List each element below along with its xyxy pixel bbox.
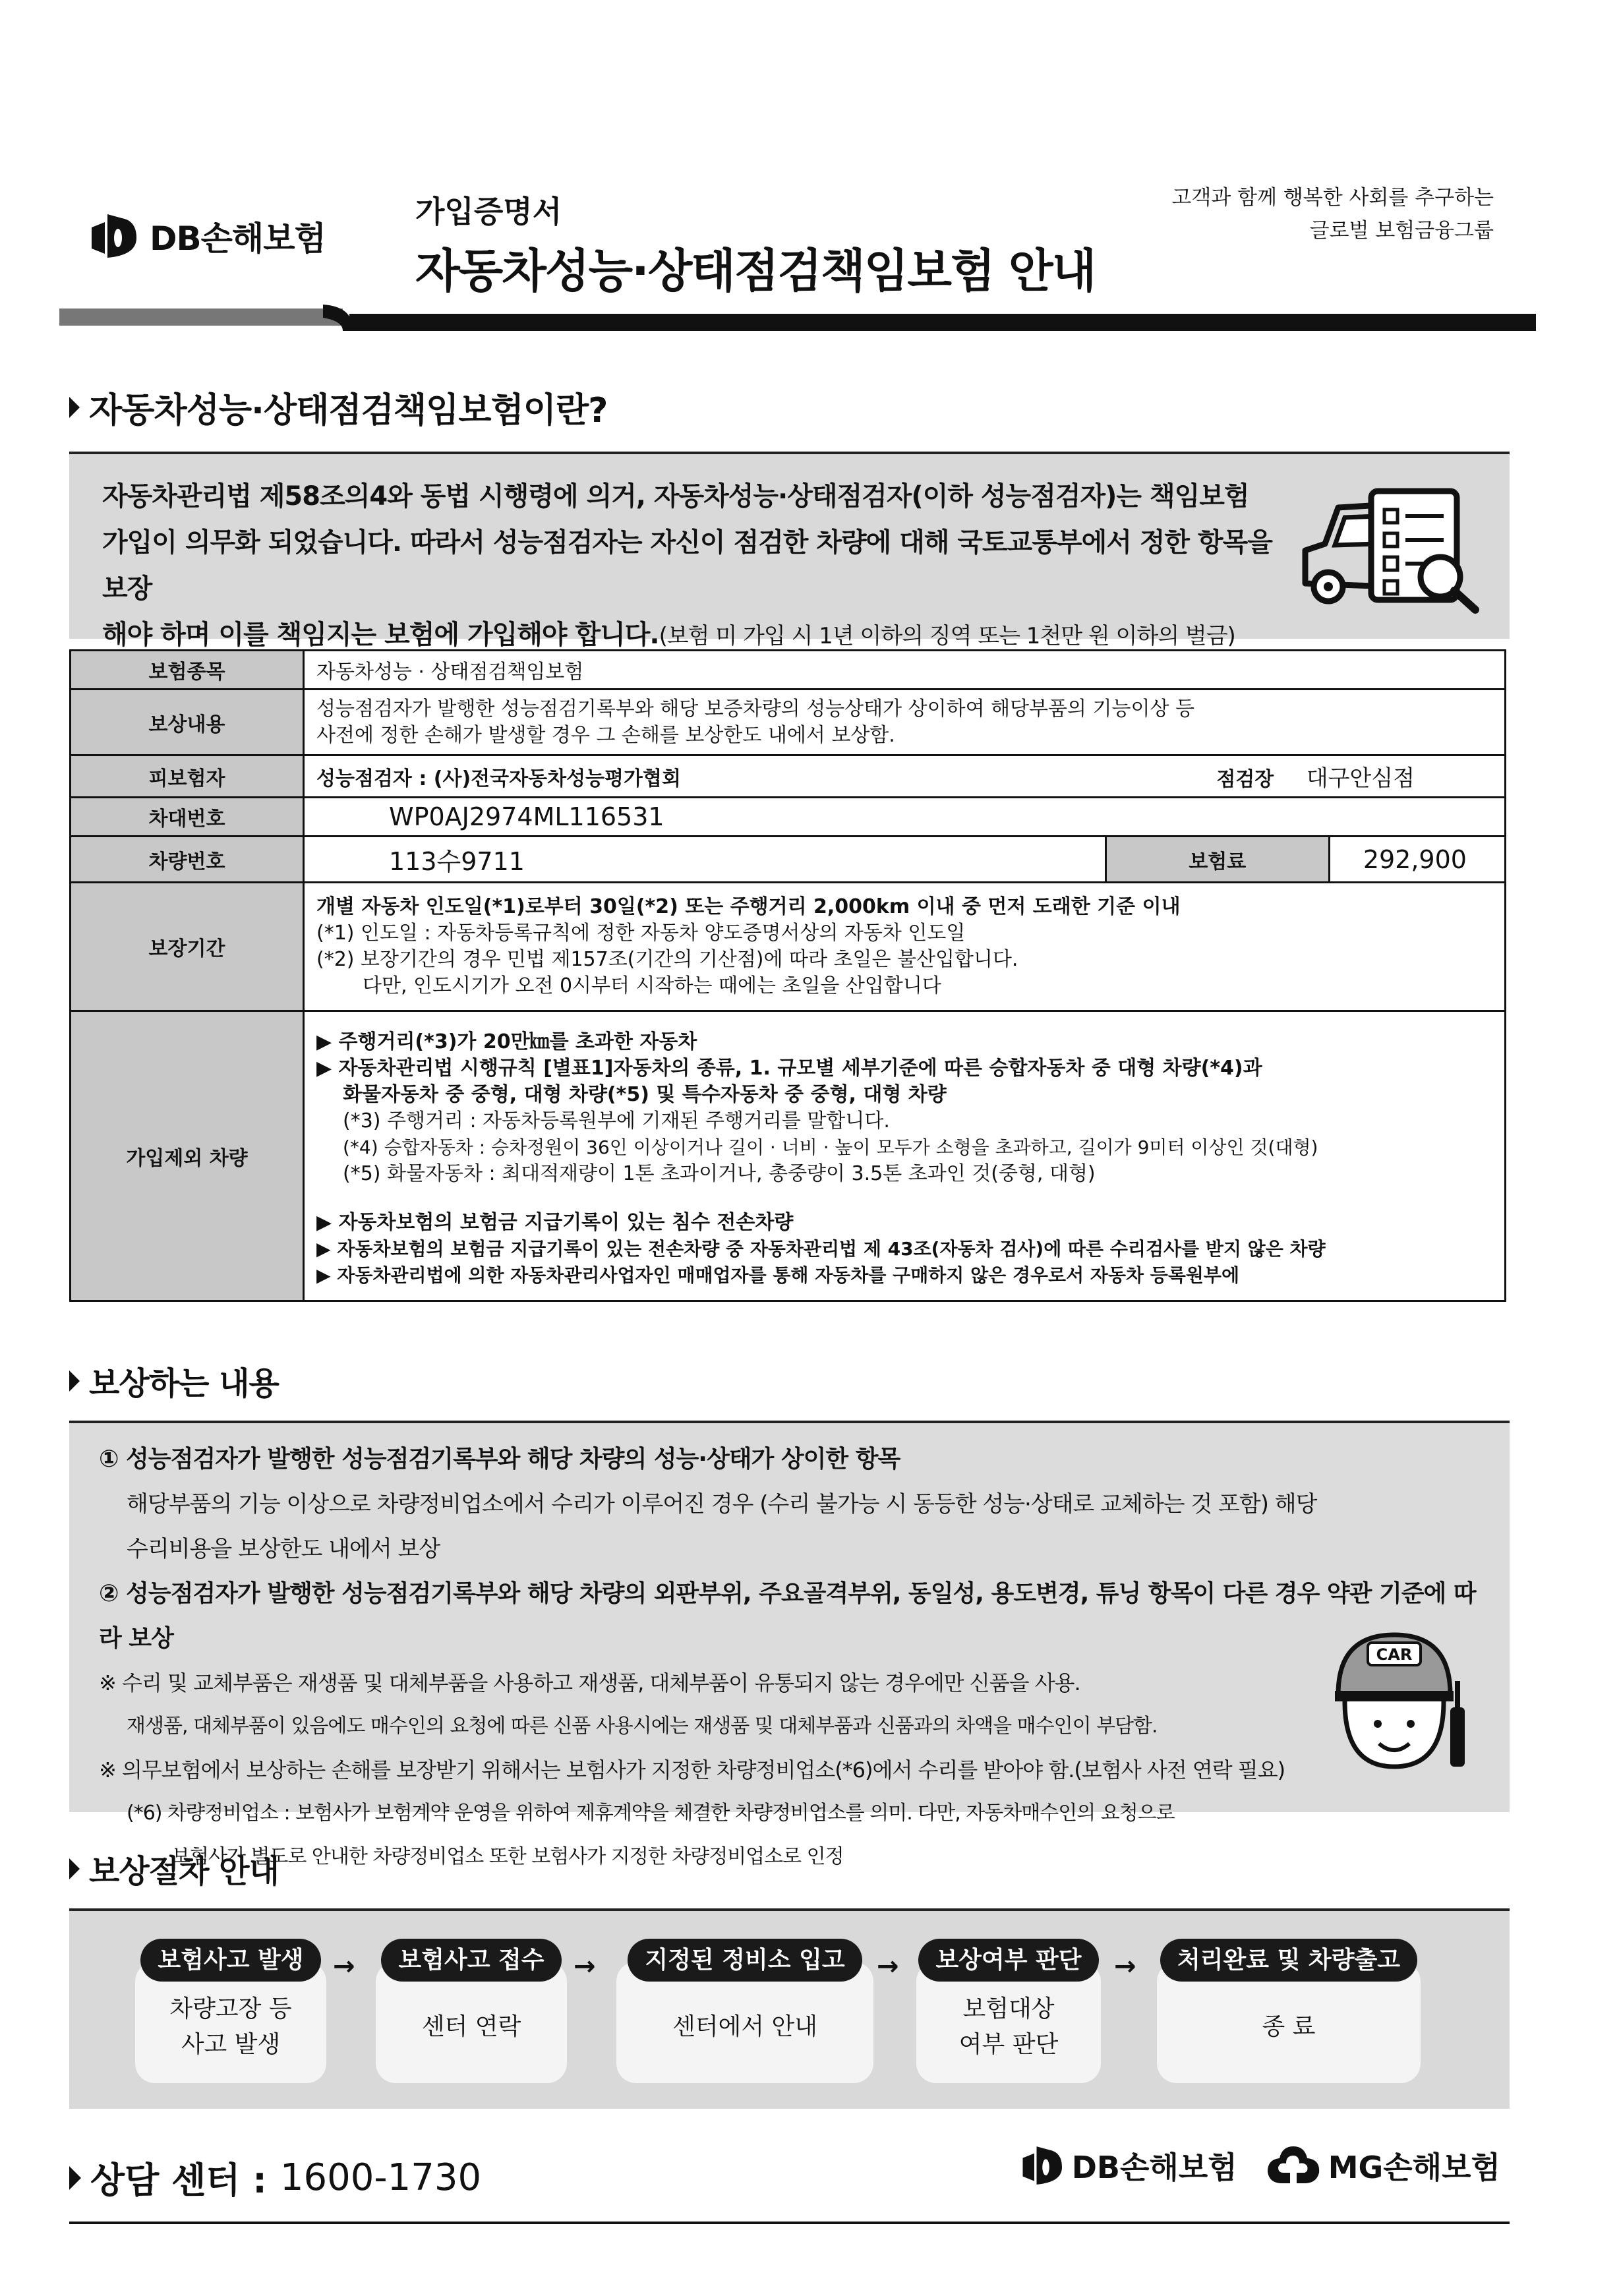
- table-row: [71, 837, 1506, 883]
- vin-value: [304, 798, 1506, 837]
- step-arrow-icon: →: [574, 1951, 596, 1982]
- compensation-text: [99, 1437, 1490, 1879]
- slogan: [1171, 181, 1494, 247]
- comp-item-1-line-2: 해당부품의 기능 이상으로 차량정비업소에서 수리가 이루어진 경우 (수리 불가능 시 동등한 성능·상태로 교체하는 것 포함) 해당: [127, 1491, 1317, 1517]
- excluded-item-3: ▶ 자동차보험의 보험금 지급기록이 있는 침수 전손차량: [316, 1210, 794, 1234]
- vin-label: 차대번호: [71, 798, 304, 837]
- compensation-heading: [69, 1358, 279, 1403]
- plate-label: 차량번호: [71, 837, 304, 883]
- brand-name: DB손해보험: [150, 220, 326, 258]
- period-value: [304, 883, 1506, 1011]
- step-arrow-icon: →: [1114, 1951, 1136, 1982]
- procedure-heading: [69, 1846, 279, 1891]
- slogan-line-2: 글로벌 보험금융그룹: [1309, 219, 1494, 243]
- heading-bullet-icon: [69, 2166, 81, 2190]
- mg-logo-icon: [1264, 2142, 1323, 2189]
- premium-value: 292,900: [1329, 837, 1505, 883]
- procedure-step-4: [916, 1941, 1101, 2083]
- intro-line-2: 가입이 의무화 되었습니다. 따라서 성능점검자는 자신이 점검한 차량에 대해 국토교통부에서 정한 항목을 보장: [102, 527, 1272, 604]
- excluded-item-4: ▶ 자동차보험의 보험금 지급기록이 있는 전손차량 중 자동차관리법 제 43조(자동차 검사)에 따른 수리검사를 받지 않은 차량: [316, 1237, 1326, 1260]
- step-title: 처리완료 및 차량출고: [1160, 1939, 1417, 1982]
- excluded-note-3: (*3) 주행거리 : 자동차등록원부에 기재된 주행거리를 말합니다.: [343, 1109, 890, 1133]
- doc-title: 자동차성능·상태점검책임보험 안내: [415, 244, 1096, 298]
- heading-bullet-icon: [69, 1858, 80, 1879]
- step-desc-line-1: 종 료: [1262, 2013, 1316, 2040]
- step-desc-line-1: 차량고장 등: [169, 1995, 292, 2022]
- period-label: 보장기간: [71, 883, 304, 1011]
- mechanic-mascot-icon: [1325, 1622, 1477, 1780]
- mg-footer-logo: [1264, 2142, 1500, 2189]
- comp-note-2-line-2: (*6) 차량정비업소 : 보험사가 보험계약 운영을 위하여 제휴계약을 체결한 차량정비업소를 의미. 다만, 자동차매수인의 요청으로: [127, 1802, 1175, 1825]
- table-row: [71, 798, 1506, 837]
- footer-rule: [69, 2222, 1510, 2224]
- footer-logos: [1020, 2142, 1500, 2189]
- intro-penalty-note: (보험 미 가입 시 1년 이하의 징역 또는 1천만 원 이하의 벌금): [659, 623, 1235, 649]
- step-desc-line-2: 사고 발생: [181, 2031, 281, 2058]
- db-footer-logo: [1020, 2144, 1237, 2187]
- excluded-item-1: ▶ 주행거리(*3)가 20만㎞를 초과한 자동차: [316, 1030, 697, 1053]
- mascot-cap-text: CAR: [1376, 1645, 1413, 1664]
- intro-line-3-text: 해야 하며 이를 책임지는 보험에 가입해야 합니다.: [102, 620, 659, 650]
- step-title: 보험사고 접수: [381, 1939, 561, 1982]
- heading-bullet-icon: [69, 1370, 80, 1392]
- procedure-heading-text: 보상절차 안내: [89, 1853, 279, 1890]
- step-arrow-icon: →: [333, 1951, 355, 1982]
- comp-note-2: ※ 의무보험에서 보상하는 손해를 보장받기 위해서는 보험사가 지정한 차량정비업소(*6)에서 수리를 받아야 함.(보험사 사전 연락 필요): [99, 1757, 1285, 1782]
- hotline-label: 상담 센터 :: [90, 2160, 267, 2201]
- comp-note-2-line-3: 보험사가 별도로 안내한 차량정비업소 또한 보험사가 지정한 차량정비업소로 인정: [171, 1845, 844, 1868]
- intro-line-1: 자동차관리법 제58조의4와 동법 시행령에 의거, 자동차성능·상태점검자(이하 성능점검자)는 책임보험: [102, 481, 1249, 512]
- vin-value-text: WP0AJ2974ML116531: [389, 802, 664, 831]
- excluded-item-5: ▶ 자동차관리법에 의한 자동차관리사업자인 매매업자를 통해 자동차를 구매하지 않은 경우로서 자동차 등록원부에: [316, 1264, 1240, 1286]
- comp-item-1: ① 성능점검자가 발행한 성능점검기록부와 해당 차량의 성능·상태가 상이한 항목: [99, 1446, 900, 1473]
- procedure-step-1: [135, 1941, 326, 2083]
- insured-value: 성능점검자 : (사)전국자동차성능평가협회: [304, 755, 1106, 798]
- plate-value: [304, 837, 1106, 883]
- excluded-note-5: (*5) 화물자동차 : 최대적재량이 1톤 초과이거나, 총중량이 3.5톤 초과인 것(중형, 대형): [343, 1162, 1096, 1185]
- table-row: [71, 755, 1506, 798]
- excluded-item-2: ▶ 자동차관리법 시행규칙 [별표1]자동차의 종류, 1. 규모별 세부기준에 따른 승합자동차 중 대형 차량(*4)과: [316, 1056, 1262, 1080]
- hotline-number: 1600-1730: [280, 2156, 482, 2199]
- info-table: [69, 649, 1506, 1302]
- step-title: 보험사고 발생: [140, 1939, 320, 1982]
- period-main: 개별 자동차 인도일(*1)로부터 30일(*2) 또는 주행거리 2,000km 이내 중 먼저 도래한 기준 이내: [316, 895, 1181, 918]
- premium-label: 보험료: [1105, 837, 1329, 883]
- step-desc-line-1: 보험대상: [962, 1995, 1055, 2022]
- comp-note-1-line-2: 재생품, 대체부품이 있음에도 매수인의 요청에 따른 신품 사용시에는 재생품 및 대체부품과 신품과의 차액을 매수인이 부담함.: [127, 1715, 1158, 1738]
- procedure-step-2: [376, 1941, 567, 2083]
- table-row: [71, 1011, 1506, 1301]
- procedure-step-5: [1157, 1941, 1421, 2083]
- period-note-3: 다만, 인도시기가 오전 0시부터 시작하는 때에는 초일을 산입합니다: [363, 974, 941, 997]
- step-arrow-icon: →: [877, 1951, 899, 1982]
- step-desc-line-1: 센터 연락: [421, 2013, 521, 2040]
- intro-text: [102, 473, 1289, 659]
- coverage-value: [304, 690, 1506, 755]
- table-row: [71, 883, 1506, 1011]
- station-cell: [1105, 755, 1505, 798]
- period-note-1: (*1) 인도일 : 자동차등록규칙에 정한 자동차 양도증명서상의 자동차 인도일: [316, 922, 966, 945]
- intro-heading: [69, 382, 607, 432]
- station-label: 점검장: [1216, 768, 1274, 791]
- coverage-line-1: 성능점검자가 발행한 성능점검기록부와 해당 보증차량의 성능상태가 상이하여 해당부품의 기능이상 등: [316, 697, 1194, 721]
- insured-label: 피보험자: [71, 755, 304, 798]
- table-row: [71, 651, 1506, 690]
- slogan-line-1: 고객과 함께 행복한 사회를 추구하는: [1171, 186, 1494, 210]
- comp-item-2: ② 성능점검자가 발행한 성능점검기록부와 해당 차량의 외판부위, 주요골격부위, 동일성, 용도변경, 튜닝 항목이 다른 경우 약관 기준에 따라 보상: [99, 1580, 1476, 1652]
- coverage-line-2: 사전에 정한 손해가 발생할 경우 그 손해를 보상한도 내에서 보상함.: [316, 723, 895, 747]
- intro-heading-text: 자동차성능·상태점검책임보험이란?: [89, 391, 608, 430]
- heading-bullet-icon: [69, 397, 80, 418]
- station-value: 대구안심점: [1306, 765, 1415, 792]
- period-note-2: (*2) 보장기간의 경우 민법 제157조(기간의 기산점)에 따라 초일은 불산입합니다.: [316, 948, 1018, 971]
- hotline: [69, 2152, 481, 2203]
- type-label: 보험종목: [71, 651, 304, 690]
- header-rule: [59, 305, 1536, 331]
- doc-subtitle: 가입증명서: [415, 194, 562, 229]
- db-logo-icon: [89, 213, 142, 259]
- plate-value-text: 113수9711: [389, 847, 525, 876]
- compensation-heading-text: 보상하는 내용: [89, 1365, 279, 1402]
- mg-footer-brand: MG손해보험: [1328, 2150, 1500, 2185]
- step-desc-line-2: 여부 판단: [958, 2031, 1059, 2058]
- db-logo: [89, 210, 326, 262]
- coverage-label: 보상내용: [71, 690, 304, 755]
- type-value: 자동차성능 · 상태점검책임보험: [304, 651, 1506, 690]
- comp-item-1-line-3: 수리비용을 보상한도 내에서 보상: [127, 1536, 440, 1562]
- car-checklist-icon: [1292, 478, 1490, 616]
- excluded-note-4: (*4) 승합자동차 : 승차정원이 36인 이상이거나 길이 · 너비 · 높이 모두가 소형을 초과하고, 길이가 9미터 이상인 것(대형): [343, 1136, 1318, 1158]
- step-title: 지정된 정비소 입고: [628, 1939, 862, 1982]
- excluded-value: [304, 1011, 1506, 1301]
- comp-note-1: ※ 수리 및 교체부품은 재생품 및 대체부품을 사용하고 재생품, 대체부품이 유통되지 않는 경우에만 신품을 사용.: [99, 1670, 1080, 1695]
- excluded-item-2b: 화물자동차 중 중형, 대형 차량(*5) 및 특수자동차 중 중형, 대형 차량: [343, 1082, 947, 1106]
- table-row: [71, 690, 1506, 755]
- excluded-label: 가입제외 차량: [71, 1011, 304, 1301]
- db-footer-brand: DB손해보험: [1071, 2150, 1237, 2185]
- procedure-step-3: [616, 1941, 873, 2083]
- step-desc-line-1: 센터에서 안내: [672, 2013, 818, 2040]
- step-title: 보상여부 판단: [918, 1939, 1098, 1982]
- db-logo-icon: [1020, 2145, 1067, 2186]
